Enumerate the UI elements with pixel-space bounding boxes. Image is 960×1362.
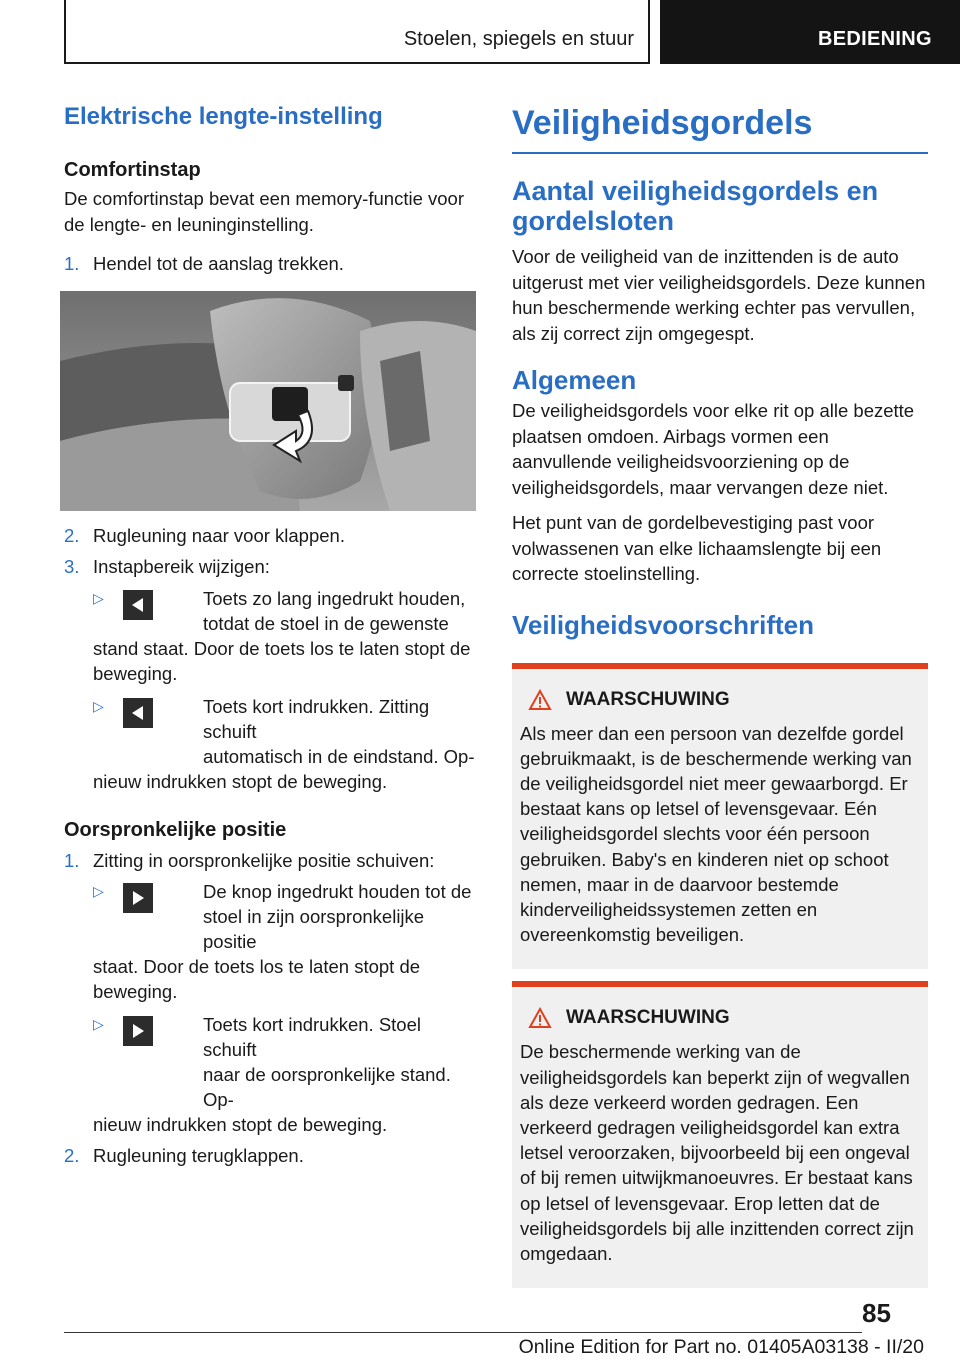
header-chapter-title: BEDIENING xyxy=(818,28,932,50)
header-section-title: Stoelen, spiegels en stuur xyxy=(403,28,634,50)
substep-rest: nieuw indrukken stopt de beweging. xyxy=(93,1114,388,1135)
original-substep-2 xyxy=(93,1012,476,1137)
warning-box-2 xyxy=(512,981,928,1288)
comfort-substep-1 xyxy=(93,586,476,686)
right-column xyxy=(512,100,928,1288)
warning-triangle-icon xyxy=(528,689,552,711)
warning-title: WAARSCHUWING xyxy=(566,1007,730,1029)
step-text: Instapbereik wijzigen: xyxy=(93,556,270,577)
heading-comfort-entry: Comfortinstap xyxy=(64,159,201,181)
general-text-2: Het punt van de gordelbevestiging past voor volwassenen van elke lichaamslengte bij een correcte stoelinstelling. xyxy=(512,512,882,584)
substep-rest: stand staat. Door de toets los te laten stopt de beweging. xyxy=(93,637,471,684)
step-text: Zitting in oorspronkelijke positie schuiven: xyxy=(93,849,435,871)
key-left-arrow-icon xyxy=(123,698,153,728)
heading-belt-count: Aantal veiligheidsgordels en gordelsloten xyxy=(512,176,879,236)
substep-line2: naar de oorspronkelijke stand. Op- xyxy=(203,1064,451,1110)
bullet-triangle: ▷ xyxy=(93,697,104,714)
header-chapter-tab xyxy=(660,0,960,64)
substep-rest: staat. Door de toets los te laten stopt de beweging. xyxy=(93,956,421,1002)
step-text: Rugleuning naar voor klappen. xyxy=(93,524,345,546)
key-right-arrow-icon xyxy=(123,883,153,913)
heading-safety-rules: Veiligheidsvoorschriften xyxy=(512,609,814,640)
left-column xyxy=(64,100,476,1169)
original-substep-1 xyxy=(93,879,476,1004)
warning-text: Als meer dan een persoon van dezelfde gordel gebruikmaakt, is de beschermende werking van de veiligheidsgordel niet meer gewaarborgd. Er bestaat kans op letsel of levensgevaar. Eén veiligheidsgordel slechts voor één persoon gebruiken. Baby's en kinderen niet op schoot nemen, maar in de daarvoor bestemde kinderveiligheidssystemen zetten en overeenkomstig beveiligen. xyxy=(520,722,912,946)
comfort-step-3 xyxy=(64,554,476,580)
footer-edition: Online Edition for Part no. 01405A03138 - II/20 xyxy=(518,1336,924,1358)
substep-line2: automatisch in de eindstand. Op- xyxy=(203,745,475,767)
warning-box-1 xyxy=(512,663,928,970)
comfort-substep-2 xyxy=(93,694,476,794)
comfort-step-1 xyxy=(64,251,476,277)
substep-line1: Toets kort indrukken. Zitting schuift xyxy=(203,695,430,742)
warning-text: De beschermende werking van de veiligheidsgordels kan beperkt zijn of wegvallen als deze verkeerd worden gedragen. Een verkeerd gedragen veiligheidsgordel kan extra letsel veroorzaken, bijvoorbeeld bij een ongeval of bij remen uitwijkmanoeuvres. Er bestaat kans op letsel of levensgevaar. Erop letten dat de veiligheidsgordels bij alle inzittenden correct zijn omgedaan. xyxy=(520,1041,914,1264)
substep-rest: nieuw indrukken stopt de beweging. xyxy=(93,770,388,792)
bullet-triangle: ▷ xyxy=(93,883,104,899)
page-number: 85 xyxy=(862,1298,891,1328)
step-number: 3. xyxy=(64,556,80,577)
heading-general: Algemeen xyxy=(512,365,637,395)
comfort-intro-text: De comfortinstap bevat een memory-functie voor de lengte- en leuninginstelling. xyxy=(64,188,464,235)
general-text-1: De veiligheidsgordels voor elke rit op alle bezette plaatsen omdoen. Airbags vormen een aanvullende veiligheidsvoorziening op de veiligheidsgordels, maar vervangen deze niet. xyxy=(512,400,915,498)
step-number: 1. xyxy=(64,849,80,871)
section-title-length-adjust: Elektrische lengte-instelling xyxy=(64,103,383,130)
step-number: 1. xyxy=(64,253,80,274)
key-right-arrow-icon xyxy=(123,1016,153,1046)
step-text: Rugleuning terugklappen. xyxy=(93,1145,304,1166)
comfort-step-2 xyxy=(64,523,476,549)
key-left-arrow-icon xyxy=(123,590,153,620)
belt-count-text: Voor de veiligheid van de inzittenden is de auto uitgerust met vier veiligheidsgordels. Deze kunnen hun beschermende werking echter pas vervullen, als zij correct zijn omgegespt. xyxy=(512,246,926,344)
bullet-triangle: ▷ xyxy=(93,589,104,606)
substep-line2: totdat de stoel in de gewenste xyxy=(203,612,449,634)
warning-title: WAARSCHUWING xyxy=(566,688,730,710)
substep-line1: Toets kort indrukken. Stoel schuift xyxy=(203,1014,421,1060)
section-title-seatbelts: Veiligheidsgordels xyxy=(512,100,928,154)
warning-triangle-icon xyxy=(528,1007,552,1029)
step-text: Hendel tot de aanslag trekken. xyxy=(93,253,344,274)
original-step-1 xyxy=(64,848,476,874)
seat-lever-photo-drawing xyxy=(60,291,476,511)
substep-line1: De knop ingedrukt houden tot de xyxy=(203,881,472,902)
substep-line2: stoel in zijn oorspronkelijke positie xyxy=(203,906,425,952)
bullet-triangle: ▷ xyxy=(93,1016,104,1032)
substep-line1: Toets zo lang ingedrukt houden, xyxy=(203,587,466,609)
step-number: 2. xyxy=(64,1145,80,1166)
seat-lever-photo xyxy=(60,291,476,511)
footer-divider xyxy=(64,1332,862,1333)
step-number: 2. xyxy=(64,524,80,546)
header-section-box xyxy=(64,0,650,64)
original-step-2 xyxy=(64,1143,476,1169)
heading-original-position: Oorspronkelijke positie xyxy=(64,818,287,841)
